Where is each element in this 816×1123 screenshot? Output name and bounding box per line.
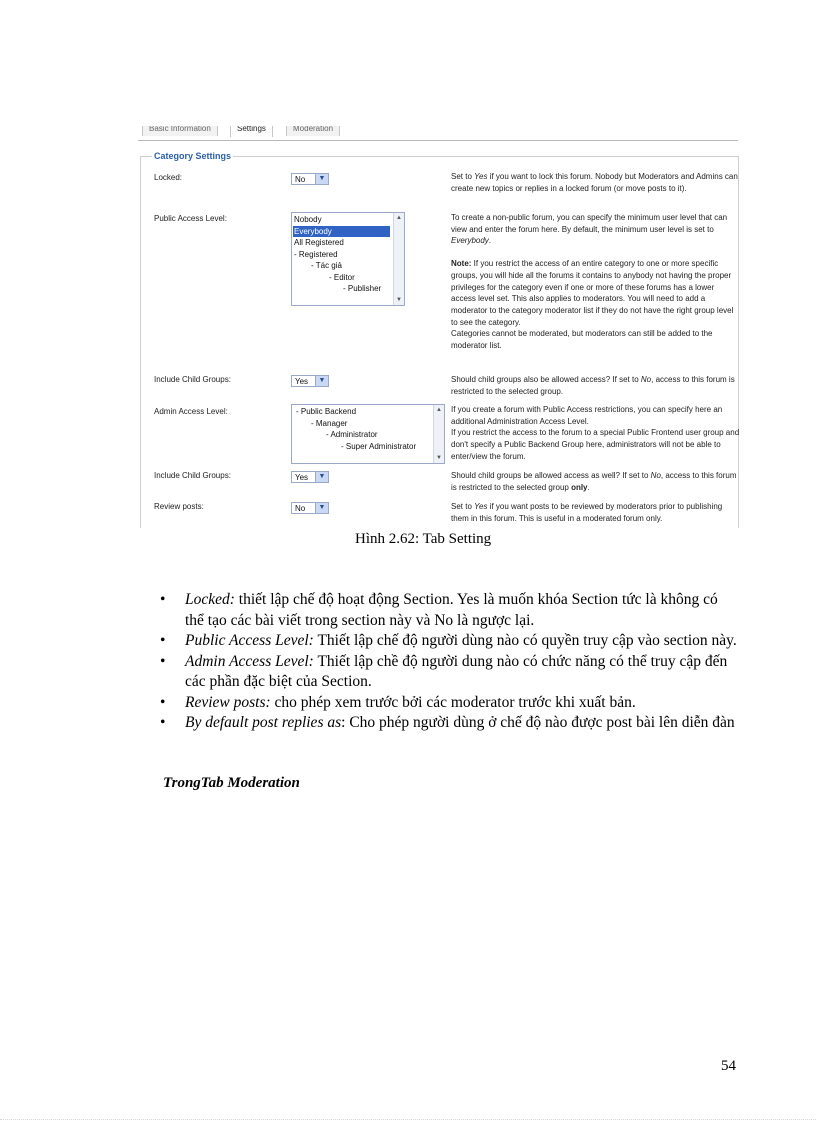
chevron-down-icon: ▼ [315,472,328,482]
include-child-groups-value-2: Yes [295,473,309,482]
public-access-description: To create a non-public forum, you can specify the minimum user level that can view and enter the forum here. By default, the minimum user level is set to Everybody. Note: If you restrict the access of an entire category to one or more specific groups, you will hide all the forums it contains to anybody not having the proper privileges for the category even if one or more of these forums has a lower access level set. This also applies to moderators. You will need to add a moderator to the category moderator list if they do not have the right group level to see the category. Categories cannot be moderated, but moderators can still be added to the moderator list. [451,213,734,351]
locked-select[interactable] [291,173,329,185]
scroll-up-icon[interactable]: ▲ [396,215,402,221]
list-item: • Locked: thiết lập chế độ hoạt động Section. Yes là muốn khóa Section tức là không có thể tạo các bài viết trong section này và No là ngược lại. [160,591,718,629]
scrollbar[interactable] [393,213,404,305]
include-child-groups-value: Yes [295,377,309,386]
tab-settings[interactable]: Settings [230,126,273,137]
include-child-groups-label: Include Child Groups: [154,375,231,384]
review-posts-label: Review posts: [154,502,204,511]
chevron-down-icon: ▼ [315,376,328,386]
list-item: • Review posts: cho phép xem trước bởi các moderator trước khi xuất bản. [160,693,740,714]
list-option[interactable]: - Administrator [326,430,378,439]
admin-access-listbox[interactable] [291,404,445,464]
list-option[interactable]: - Tác giả [311,261,342,270]
bullet-icon: • [160,591,166,608]
list-option[interactable]: - Publisher [343,284,382,293]
figure-caption: Hình 2.62: Tab Setting [355,531,492,547]
public-access-label: Public Access Level: [154,214,227,223]
bullet-icon: • [160,693,166,711]
include-child-groups-select[interactable] [291,375,329,387]
list-option[interactable]: Nobody [294,215,322,224]
bullet-list [160,590,740,734]
include-child-groups-description: Should child groups also be allowed access? If set to No, access to this forum is restricted to the selected group. [451,375,735,396]
locked-label: Locked: [154,173,183,182]
list-option[interactable]: All Registered [294,238,344,247]
scroll-up-icon[interactable]: ▲ [436,407,442,413]
locked-select-value: No [295,175,306,184]
section-title: Category Settings [154,151,232,161]
page-bottom-divider [0,1119,816,1120]
chevron-down-icon: ▼ [315,503,328,513]
include-child-groups-select-2[interactable] [291,471,329,483]
locked-description: Set to Yes if you want to lock this forum. Nobody but Moderators and Admins can create new topics or replies in a locked forum (or move posts to it). [451,172,738,193]
bullet-icon: • [160,632,166,649]
review-posts-select[interactable] [291,502,329,514]
include-child-groups-description-2: Should child groups be allowed access as well? If set to No, access to this forum is restricted to the selected group only. [451,471,737,492]
section-heading: TrongTab Moderation [163,775,300,791]
scrollbar[interactable] [433,405,444,463]
scroll-down-icon[interactable]: ▼ [396,297,402,303]
chevron-down-icon: ▼ [315,174,328,184]
settings-screenshot [138,126,740,528]
tab-basic-information[interactable]: Basic Information [142,126,218,136]
include-child-groups-label-2: Include Child Groups: [154,471,231,480]
review-posts-value: No [295,504,306,513]
scroll-down-icon[interactable]: ▼ [436,455,442,461]
bullet-icon: • [160,652,166,670]
list-item: • Admin Access Level: Thiết lập chề độ người dung nào có chức năng có thể truy cập đến các phần đặc biệt của Section. [160,652,728,690]
review-posts-description: Set to Yes if you want posts to be reviewed by moderators prior to publishing them in this forum. This is useful in a moderated forum only. [451,502,723,523]
list-option[interactable]: - Public Backend [296,407,357,416]
list-item: • Public Access Level: Thiết lập chế độ người dùng nào có quyền truy cập vào section này. [160,631,740,652]
bullet-icon: • [160,714,166,731]
list-option-selected[interactable]: Everybody [293,226,390,238]
list-option[interactable]: - Manager [311,418,348,428]
list-option[interactable]: - Editor [329,272,355,282]
list-item: • By default post replies as: Cho phép người dùng ở chế độ nào được post bài lên diễn đàn [160,713,740,734]
tab-moderation[interactable]: Moderation [286,126,340,136]
list-option[interactable]: - Super Administrator [341,441,417,451]
page-number: 54 [721,1058,736,1074]
list-option[interactable]: - Registered [294,249,338,259]
admin-access-label: Admin Access Level: [154,407,228,416]
tab-bar [138,126,738,141]
public-access-listbox[interactable] [291,212,405,306]
admin-access-description: If you create a forum with Public Access restrictions, you can specify here an additional Administration Access Level. If you restrict the access to the forum to a special Public Frontend user group and don't specify a Public Backend Group here, administrators will not be able to enter/view the forum. [451,405,740,461]
